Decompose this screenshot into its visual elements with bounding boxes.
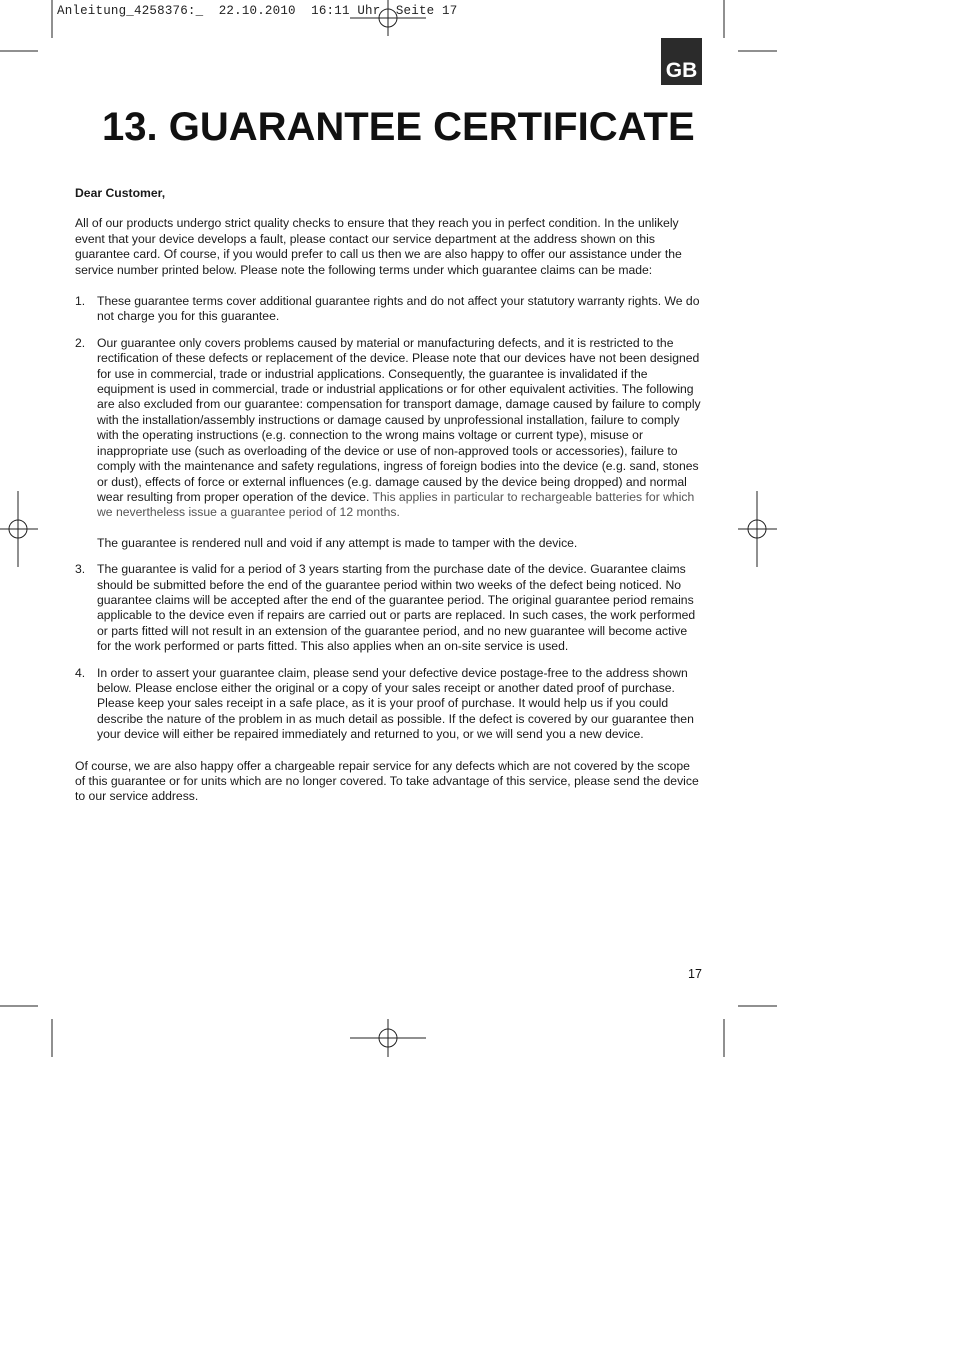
list-item xyxy=(75,562,703,654)
list-item-number: 2. xyxy=(75,335,86,350)
battery-note: This applies in particular to rechargeable batteries for which we nevertheless issue a guarantee period of 12 months. xyxy=(97,489,695,520)
list-item-text: The guarantee is valid for a period of 3 years starting from the purchase date of the device. Guarantee claims should be submitted before the end of the guarantee period within two weeks of the defect being noticed. No guarantee claims will be accepted after the end of the guarantee period. The original guarantee period remains applicable to the device even if repairs are carried out or parts are replaced. In such cases, the work performed or parts fitted will not result in an extension of the guarantee period, and no new guarantee will become active for the work performed or parts fitted. This also applies when an on-site service is used. xyxy=(97,562,696,654)
registration-mark-bottom xyxy=(350,1019,426,1057)
list-item-text: These guarantee terms cover additional guarantee rights and do not affect your statutory warranty rights. We do not charge you for this guarantee. xyxy=(97,294,700,324)
registration-mark-right xyxy=(738,491,777,567)
list-item xyxy=(75,294,703,325)
greeting: Dear Customer, xyxy=(75,186,166,200)
list-item-text: In order to assert your guarantee claim, please send your defective device postage-free to the address shown below. Please enclose either the original or a copy of your sales receipt or another dated proof of purchase. Please keep your sales receipt in a safe place, as it is your proof of purchase. It would help us if you could describe the nature of the problem in as much detail as possible. If the defect is covered by our guarantee then your device will either be repaired immediately and returned to you, or we will send you a new device. xyxy=(97,665,694,742)
list-item-number: 3. xyxy=(75,562,86,577)
closing-paragraph: Of course, we are also happy offer a chargeable repair service for any defects which are not covered by the scope of this guarantee or for units which are no longer covered. To take advantage of this service, please send the device to our service address. xyxy=(75,758,699,804)
language-badge: GB xyxy=(661,38,702,85)
list-item-text xyxy=(97,336,703,521)
registration-mark-top xyxy=(350,0,426,36)
list-item-number: 1. xyxy=(75,294,86,309)
list-item xyxy=(75,666,703,743)
list-item-number: 4. xyxy=(75,665,86,680)
list-item-main-text: Our guarantee only covers problems caused by material or manufacturing defects, and it is restricted to the rectification of these defects or replacement of the device. Please note that our devices have not been designed for use in commercial, trade or industrial applications. Consequently, the guarantee is invalidated if the equipment is used in commercial, trade or industrial applications or for other equivalent activities. The following are also excluded from our guarantee: compensation for transport damage, damage caused by failure to comply with the installation/assembly instructions or damage caused by unprofessional installation, failure to comply with the operating instructions (e.g. connection to the wrong mains voltage or current type), misuse or inappropriate use (such as overloading of the device or use of non-approved tools or accessories), failure to comply with the maintenance and safety regulations, ingress of foreign bodies into the device (e.g. sand, stones or dust), effects of force or external influences (e.g. damage caused by the device being dropped) and normal wear resulting from proper operation of the device. xyxy=(97,335,701,504)
document-body xyxy=(75,186,703,805)
tamper-note: The guarantee is rendered null and void if any attempt is made to tamper with the device. xyxy=(97,535,578,550)
intro-paragraph: All of our products undergo strict quality checks to ensure that they reach you in perfect condition. In the unlikely event that your device develops a fault, please contact our service department at the address shown on this guarantee card. Of course, if you would prefer to call us then we are also happy to offer our assistance under the service number printed below. Please note the following terms under which guarantee claims can be made: xyxy=(75,216,682,277)
print-slug: Anleitung_4258376:_ 22.10.2010 16:11 Uhr Seite 17 xyxy=(57,4,458,18)
page-title: 13. GUARANTEE CERTIFICATE xyxy=(102,105,695,149)
list-item xyxy=(75,336,703,551)
registration-mark-left xyxy=(0,491,38,567)
page-number: 17 xyxy=(688,967,702,981)
